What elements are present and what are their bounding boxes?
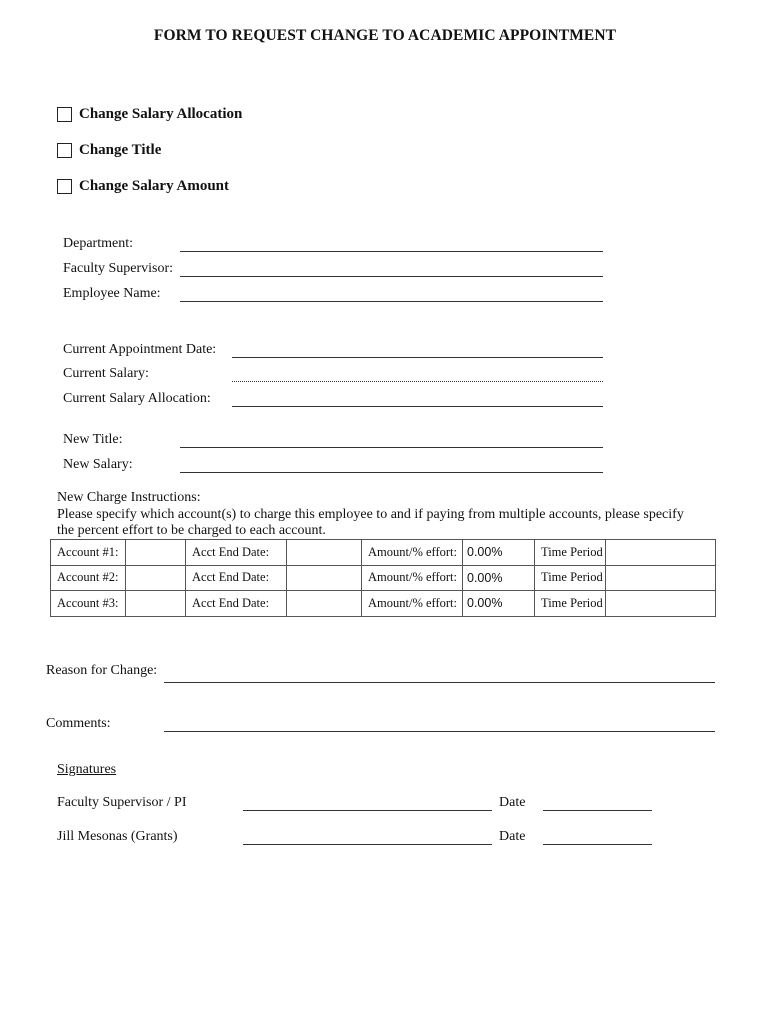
new-salary-underline bbox=[180, 472, 603, 473]
time-period-field[interactable] bbox=[606, 565, 716, 591]
signature-name: Faculty Supervisor / PI bbox=[57, 795, 187, 810]
supervisor-signature-field[interactable] bbox=[243, 793, 492, 811]
supervisor-date-field[interactable] bbox=[543, 793, 652, 811]
acct-end-date-field[interactable] bbox=[287, 540, 362, 566]
form-title: FORM TO REQUEST CHANGE TO ACADEMIC APPOINTMENT bbox=[153, 27, 617, 44]
reason-for-change-field[interactable] bbox=[164, 665, 715, 683]
signature-date-label: Date bbox=[499, 795, 526, 810]
faculty-supervisor-field[interactable] bbox=[180, 259, 603, 277]
grants-signature-field[interactable] bbox=[243, 827, 492, 845]
reason-for-change-underline bbox=[164, 682, 715, 683]
time-period-field[interactable] bbox=[606, 591, 716, 617]
accounts-table bbox=[50, 539, 716, 617]
new-title-label: New Title: bbox=[63, 432, 123, 447]
department-underline bbox=[180, 251, 603, 252]
charge-instructions bbox=[57, 490, 697, 540]
option-label: Change Title bbox=[79, 141, 162, 158]
option-change-salary-amount[interactable] bbox=[57, 177, 229, 195]
option-label: Change Salary Amount bbox=[79, 177, 230, 194]
signature-name: Jill Mesonas (Grants) bbox=[57, 829, 178, 844]
grants-date-field[interactable] bbox=[543, 827, 652, 845]
comments-underline bbox=[164, 731, 715, 732]
checkbox[interactable] bbox=[57, 143, 72, 158]
department-label: Department: bbox=[63, 236, 133, 251]
checkbox[interactable] bbox=[57, 179, 72, 194]
current-salary-allocation-field[interactable] bbox=[232, 389, 603, 407]
current-appointment-date-label: Current Appointment Date: bbox=[63, 342, 217, 357]
employee-name-field[interactable] bbox=[180, 284, 603, 302]
employee-name-label: Employee Name: bbox=[63, 286, 161, 301]
comments-field[interactable] bbox=[164, 714, 715, 732]
instructions-heading: New Charge Instructions: bbox=[57, 490, 201, 505]
effort-label: Amount/% effort: bbox=[362, 540, 463, 566]
current-salary-allocation-label: Current Salary Allocation: bbox=[63, 391, 211, 406]
grants-signature-line bbox=[243, 844, 492, 845]
grants-date-line bbox=[543, 844, 652, 845]
effort-field[interactable]: 0.00% bbox=[463, 565, 535, 591]
current-salary-underline bbox=[232, 381, 603, 382]
new-salary-field[interactable] bbox=[180, 455, 603, 473]
current-salary-allocation-underline bbox=[232, 406, 603, 407]
option-change-salary-allocation[interactable] bbox=[57, 105, 242, 123]
time-period-field[interactable] bbox=[606, 540, 716, 566]
employee-name-underline bbox=[180, 301, 603, 302]
comments-label: Comments: bbox=[46, 716, 111, 731]
instructions-line-1: Please specify which account(s) to charge this employee to and if paying from multiple accounts, please specify bbox=[57, 506, 684, 522]
acct-end-date-label: Acct End Date: bbox=[186, 591, 287, 617]
faculty-supervisor-underline bbox=[180, 276, 603, 277]
acct-end-date-label: Acct End Date: bbox=[186, 565, 287, 591]
effort-field[interactable]: 0.00% bbox=[463, 540, 535, 566]
time-period-label: Time Period bbox=[535, 540, 606, 566]
option-label: Change Salary Allocation bbox=[79, 105, 243, 122]
supervisor-signature-line bbox=[243, 810, 492, 811]
option-change-title[interactable] bbox=[57, 141, 161, 159]
signature-date-label: Date bbox=[499, 829, 526, 844]
time-period-label: Time Period bbox=[535, 591, 606, 617]
acct-end-date-field[interactable] bbox=[287, 591, 362, 617]
account-number-field[interactable] bbox=[126, 591, 186, 617]
effort-field[interactable]: 0.00% bbox=[463, 591, 535, 617]
reason-for-change-label: Reason for Change: bbox=[46, 663, 158, 678]
effort-label: Amount/% effort: bbox=[362, 591, 463, 617]
new-salary-label: New Salary: bbox=[63, 457, 133, 472]
table-row bbox=[51, 565, 716, 591]
account-label: Account #2: bbox=[51, 565, 126, 591]
checkbox[interactable] bbox=[57, 107, 72, 122]
faculty-supervisor-label: Faculty Supervisor: bbox=[63, 261, 174, 276]
current-salary-field[interactable] bbox=[232, 364, 603, 382]
instructions-line-2: the percent effort to be charged to each account. bbox=[57, 523, 326, 538]
current-appointment-date-underline bbox=[232, 357, 603, 358]
account-number-field[interactable] bbox=[126, 565, 186, 591]
account-label: Account #1: bbox=[51, 540, 126, 566]
account-label: Account #3: bbox=[51, 591, 126, 617]
effort-label: Amount/% effort: bbox=[362, 565, 463, 591]
acct-end-date-label: Acct End Date: bbox=[186, 540, 287, 566]
supervisor-date-line bbox=[543, 810, 652, 811]
time-period-label: Time Period bbox=[535, 565, 606, 591]
signatures-heading: Signatures bbox=[57, 762, 117, 777]
new-title-underline bbox=[180, 447, 603, 448]
account-number-field[interactable] bbox=[126, 540, 186, 566]
acct-end-date-field[interactable] bbox=[287, 565, 362, 591]
current-appointment-date-field[interactable] bbox=[232, 340, 603, 358]
current-salary-label: Current Salary: bbox=[63, 366, 149, 381]
table-row bbox=[51, 540, 716, 566]
table-row bbox=[51, 591, 716, 617]
department-field[interactable] bbox=[180, 234, 603, 252]
new-title-field[interactable] bbox=[180, 430, 603, 448]
